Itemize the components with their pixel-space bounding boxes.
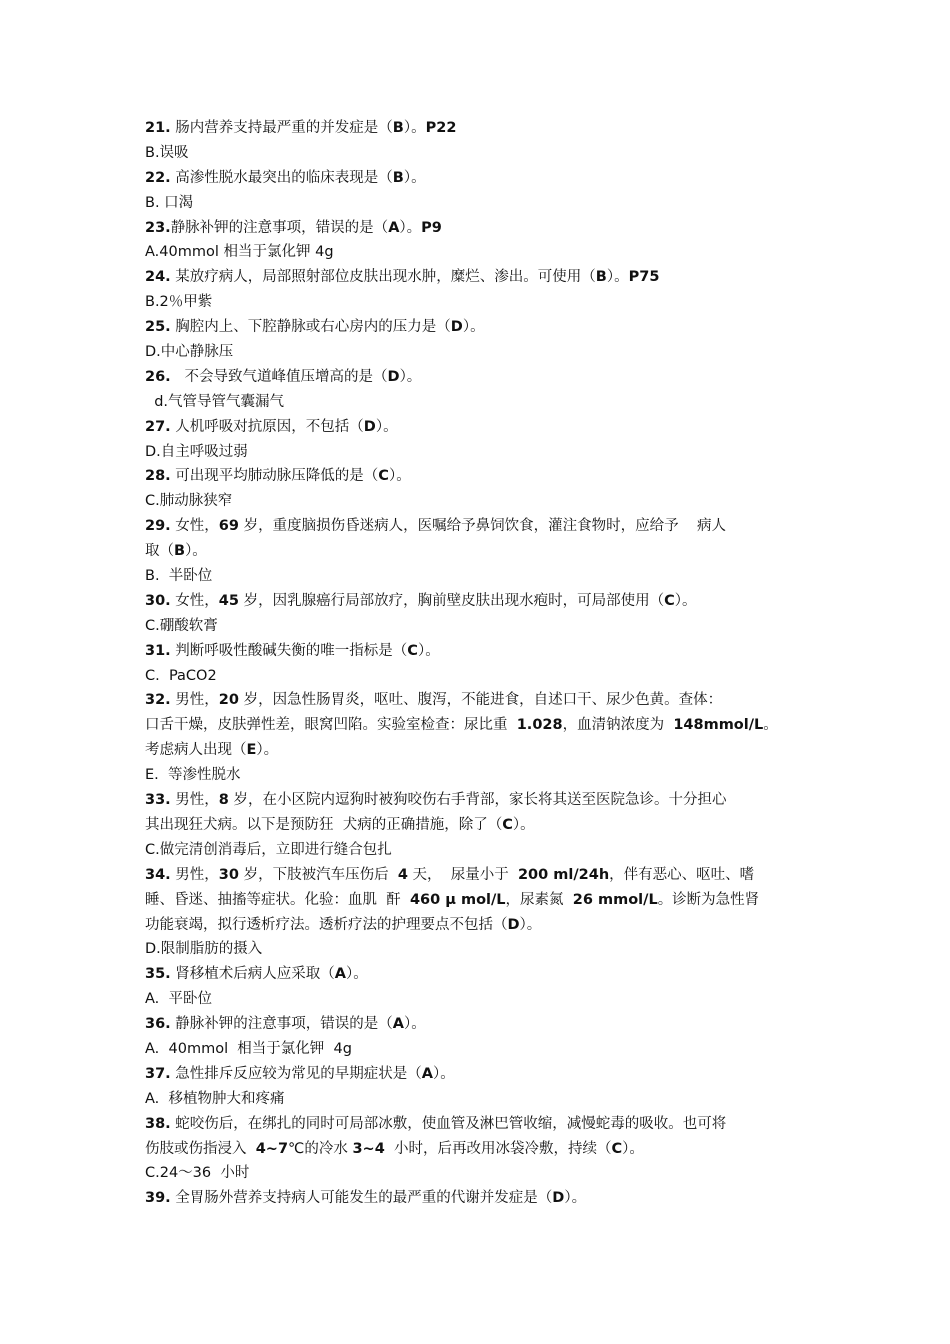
text-run: 高渗性脱水最突出的临床表现是（ (170, 169, 393, 186)
bold-text: D (450, 319, 463, 336)
text-run: ）。 (346, 966, 368, 983)
question-31 (145, 639, 810, 664)
bold-text: C (664, 592, 675, 609)
answer-21: B.误吸 (145, 144, 189, 161)
bold-text: 4~7 (255, 1140, 289, 1157)
text-run: ）。 (399, 219, 422, 236)
question-34-cont2 (145, 913, 810, 938)
bold-text: P9 (421, 219, 442, 236)
question-29 (145, 514, 810, 539)
question-28 (145, 464, 810, 489)
bold-text: D (552, 1190, 565, 1207)
bold-text: 32. (145, 692, 171, 709)
question-24 (145, 265, 810, 290)
bold-text: P75 (628, 269, 660, 286)
bold-text: A (421, 1065, 434, 1082)
text-run: 小时，后再改用冰袋冷敷，持续（ (384, 1140, 612, 1157)
bold-text: D (363, 418, 376, 435)
text-run: ）。 (606, 269, 629, 286)
text-run: ）。 (622, 1140, 644, 1157)
bold-text: 38. (145, 1115, 171, 1132)
question-33-cont (145, 813, 810, 838)
bold-text: 30 (218, 866, 239, 883)
text-run: ，血清钠浓度为 (562, 717, 674, 734)
text-run: 岁，因乳腺癌行局部放疗，胸前壁皮肤出现水疱时，可局部使用（ (238, 592, 665, 609)
answer-37: A. 移植物肿大和疼痛 (145, 1090, 285, 1107)
bold-text: 22. (145, 169, 171, 186)
answer-24: B.2％甲紫 (145, 294, 213, 311)
question-25 (145, 315, 810, 340)
bold-text: 148mmol/L (673, 717, 764, 734)
bold-text: 34. (145, 866, 171, 883)
answer-36: A. 40mmol 相当于氯化钾 4g (145, 1040, 352, 1057)
question-23 (145, 216, 810, 241)
bold-text: C (611, 1140, 623, 1157)
bold-text: 1.028 (516, 717, 563, 734)
bold-text: C (378, 468, 389, 485)
question-34-cont (145, 888, 810, 913)
question-36 (145, 1012, 810, 1037)
text-run: ）。 (519, 916, 542, 933)
text-run: 。 (763, 717, 778, 734)
text-run: 女性， (170, 518, 219, 535)
answer-31: C. PaCO2 (145, 667, 217, 684)
question-38-cont (145, 1137, 810, 1162)
bold-text: P22 (425, 120, 457, 136)
answer-23: A.40mmol 相当于氯化钾 4g (145, 244, 334, 261)
text-run: 男性， (170, 692, 219, 709)
text-run: 急性排斥反应较为常见的早期症状是（ (170, 1065, 422, 1082)
bold-text: 3~4 (352, 1140, 385, 1157)
bold-text: 28. (145, 468, 171, 485)
answer-32: E. 等渗性脱水 (145, 767, 241, 784)
bold-text: A (388, 219, 400, 236)
text-run: 人机呼吸对抗原因，不包括（ (170, 418, 364, 435)
bold-text: C (407, 642, 418, 659)
bold-text: B (174, 543, 186, 560)
text-run: 女性， (170, 592, 219, 609)
text-run: ）。 (404, 1016, 426, 1033)
text-run: 静脉补钾的注意事项，错误的是（ (170, 1016, 393, 1033)
question-22 (145, 166, 810, 191)
bold-text: B (392, 120, 404, 136)
answer-34: D.限制脂肪的摄入 (145, 941, 263, 958)
text-run: 肠内营养支持最严重的并发症是（ (170, 120, 393, 136)
text-run: ）。 (674, 592, 697, 609)
bold-text: D (507, 916, 520, 933)
text-run: ℃的冷水 (288, 1140, 353, 1157)
bold-text: C (502, 816, 513, 833)
text-run: 岁，重度脑损伤昏迷病人，医嘱给予鼻饲饮食，灌注食物时，应给予 病人 (238, 518, 727, 535)
answer-26: d.气管导管气囊漏气 (145, 393, 285, 410)
text-run: ）。 (433, 1065, 455, 1082)
bold-text: D (387, 368, 400, 385)
text-run: 某放疗病人，局部照射部位皮肤出现水肿，糜烂、渗出。可使用（ (170, 269, 596, 286)
answer-38: C.24～36 小时 (145, 1165, 250, 1182)
answer-25: D.中心静脉压 (145, 344, 234, 361)
text-run: 岁，因急性肠胃炎，呕吐、腹泻，不能进食，自述口干、尿少色黄。查体： (238, 692, 723, 709)
text-run: 取（ (145, 543, 174, 560)
bold-text: 25. (145, 319, 171, 336)
text-run: 。诊断为急性肾 (657, 891, 760, 908)
text-run: 岁，下肢被汽车压伤后 (238, 866, 398, 883)
bold-text: A (392, 1016, 405, 1033)
answer-30: C.硼酸软膏 (145, 617, 218, 634)
question-38 (145, 1112, 810, 1137)
bold-text: 29. (145, 518, 171, 535)
bold-text: 8 (218, 792, 229, 809)
text-run: ）。 (403, 120, 426, 136)
bold-text: 30. (145, 592, 171, 609)
bold-text: 26. (145, 368, 171, 385)
answer-28: C.肺动脉狭窄 (145, 493, 233, 510)
answer-22: B. 口渴 (145, 194, 194, 211)
bold-text: 27. (145, 418, 171, 435)
text-run: 肾移植术后病人应采取（ (170, 966, 335, 983)
bold-text: B (595, 269, 607, 286)
text-run: 蛇咬伤后，在绑扎的同时可局部冰敷，使血管及淋巴管收缩，减慢蛇毒的吸收。也可将 (170, 1115, 727, 1132)
question-37 (145, 1062, 810, 1087)
question-27 (145, 415, 810, 440)
text-run: ）。 (417, 642, 440, 659)
text-run: ）。 (388, 468, 411, 485)
text-run: 功能衰竭，拟行透析疗法。透析疗法的护理要点不包括（ (145, 916, 508, 933)
text-run: 天， 尿量小于 (407, 866, 518, 883)
bold-text: 200 ml/24h (517, 866, 610, 883)
text-run: ）。 (564, 1190, 587, 1207)
text-run: 考虑病人出现（ (145, 742, 247, 759)
bold-text: 69 (218, 518, 239, 535)
text-run: 岁，在小区院内逗狗时被狗咬伤右手背部，家长将其送至医院急诊。十分担心 (228, 792, 727, 809)
question-32-cont2 (145, 738, 810, 763)
answer-33: C.做完清创消毒后，立即进行缝合包扎 (145, 841, 392, 858)
bold-text: 36. (145, 1016, 171, 1033)
text-run: 不会导致气道峰值压增高的是（ (170, 368, 388, 385)
question-33 (145, 788, 810, 813)
bold-text: 23. (145, 219, 171, 236)
bold-text: 37. (145, 1065, 171, 1082)
text-run: 胸腔内上、下腔静脉或右心房内的压力是（ (170, 319, 451, 336)
question-35 (145, 962, 810, 987)
answer-27: D.自主呼吸过弱 (145, 443, 248, 460)
text-run: 可出现平均肺动脉压降低的是（ (170, 468, 379, 485)
bold-text: 45 (218, 592, 239, 609)
bold-text: 35. (145, 966, 171, 983)
bold-text: 33. (145, 792, 171, 809)
answer-35: A. 平卧位 (145, 991, 212, 1008)
question-39 (145, 1186, 810, 1211)
document-page (145, 116, 810, 1211)
bold-text: 460 μ mol/L (409, 891, 506, 908)
text-run: ）。 (185, 543, 207, 560)
question-34 (145, 863, 810, 888)
question-29-cont (145, 539, 810, 564)
text-run: 男性， (170, 792, 219, 809)
question-21 (145, 116, 810, 141)
text-run: 静脉补钾的注意事项，错误的是（ (170, 219, 389, 236)
text-run: 口舌干燥，皮肤弹性差，眼窝凹陷。实验室检查：尿比重 (145, 717, 517, 734)
bold-text: 31. (145, 642, 171, 659)
text-run: 其出现狂犬病。以下是预防狂 犬病的正确措施，除了（ (145, 816, 503, 833)
bold-text: B (392, 169, 404, 186)
text-run: ）。 (375, 418, 398, 435)
text-run: ，尿素氮 (505, 891, 573, 908)
bold-text: E (246, 742, 257, 759)
bold-text: 20 (218, 692, 239, 709)
text-run: 判断呼吸性酸碱失衡的唯一指标是（ (170, 642, 408, 659)
bold-text: 39. (145, 1190, 171, 1207)
bold-text: 4 (397, 866, 408, 883)
text-run: ）。 (462, 319, 485, 336)
question-32-cont (145, 713, 810, 738)
answer-29: B. 半卧位 (145, 568, 213, 585)
text-run: 伤肢或伤指浸入 (145, 1140, 256, 1157)
text-run: 睡、昏迷、抽搐等症状。化验：血肌 酐 (145, 891, 410, 908)
bold-text: 24. (145, 269, 171, 286)
question-32 (145, 688, 810, 713)
bold-text: A (334, 966, 347, 983)
question-26 (145, 365, 810, 390)
text-run: 男性， (170, 866, 219, 883)
text-run: 全胃肠外营养支持病人可能发生的最严重的代谢并发症是（ (170, 1190, 553, 1207)
text-run: ）。 (399, 368, 422, 385)
text-run: ，伴有恶心、呕吐、嗜 (609, 866, 755, 883)
question-30 (145, 589, 810, 614)
text-run: ）。 (403, 169, 426, 186)
bold-text: 21. (145, 120, 171, 136)
bold-text: 26 mmol/L (572, 891, 658, 908)
text-run: ）。 (512, 816, 535, 833)
text-run: ）。 (256, 742, 279, 759)
